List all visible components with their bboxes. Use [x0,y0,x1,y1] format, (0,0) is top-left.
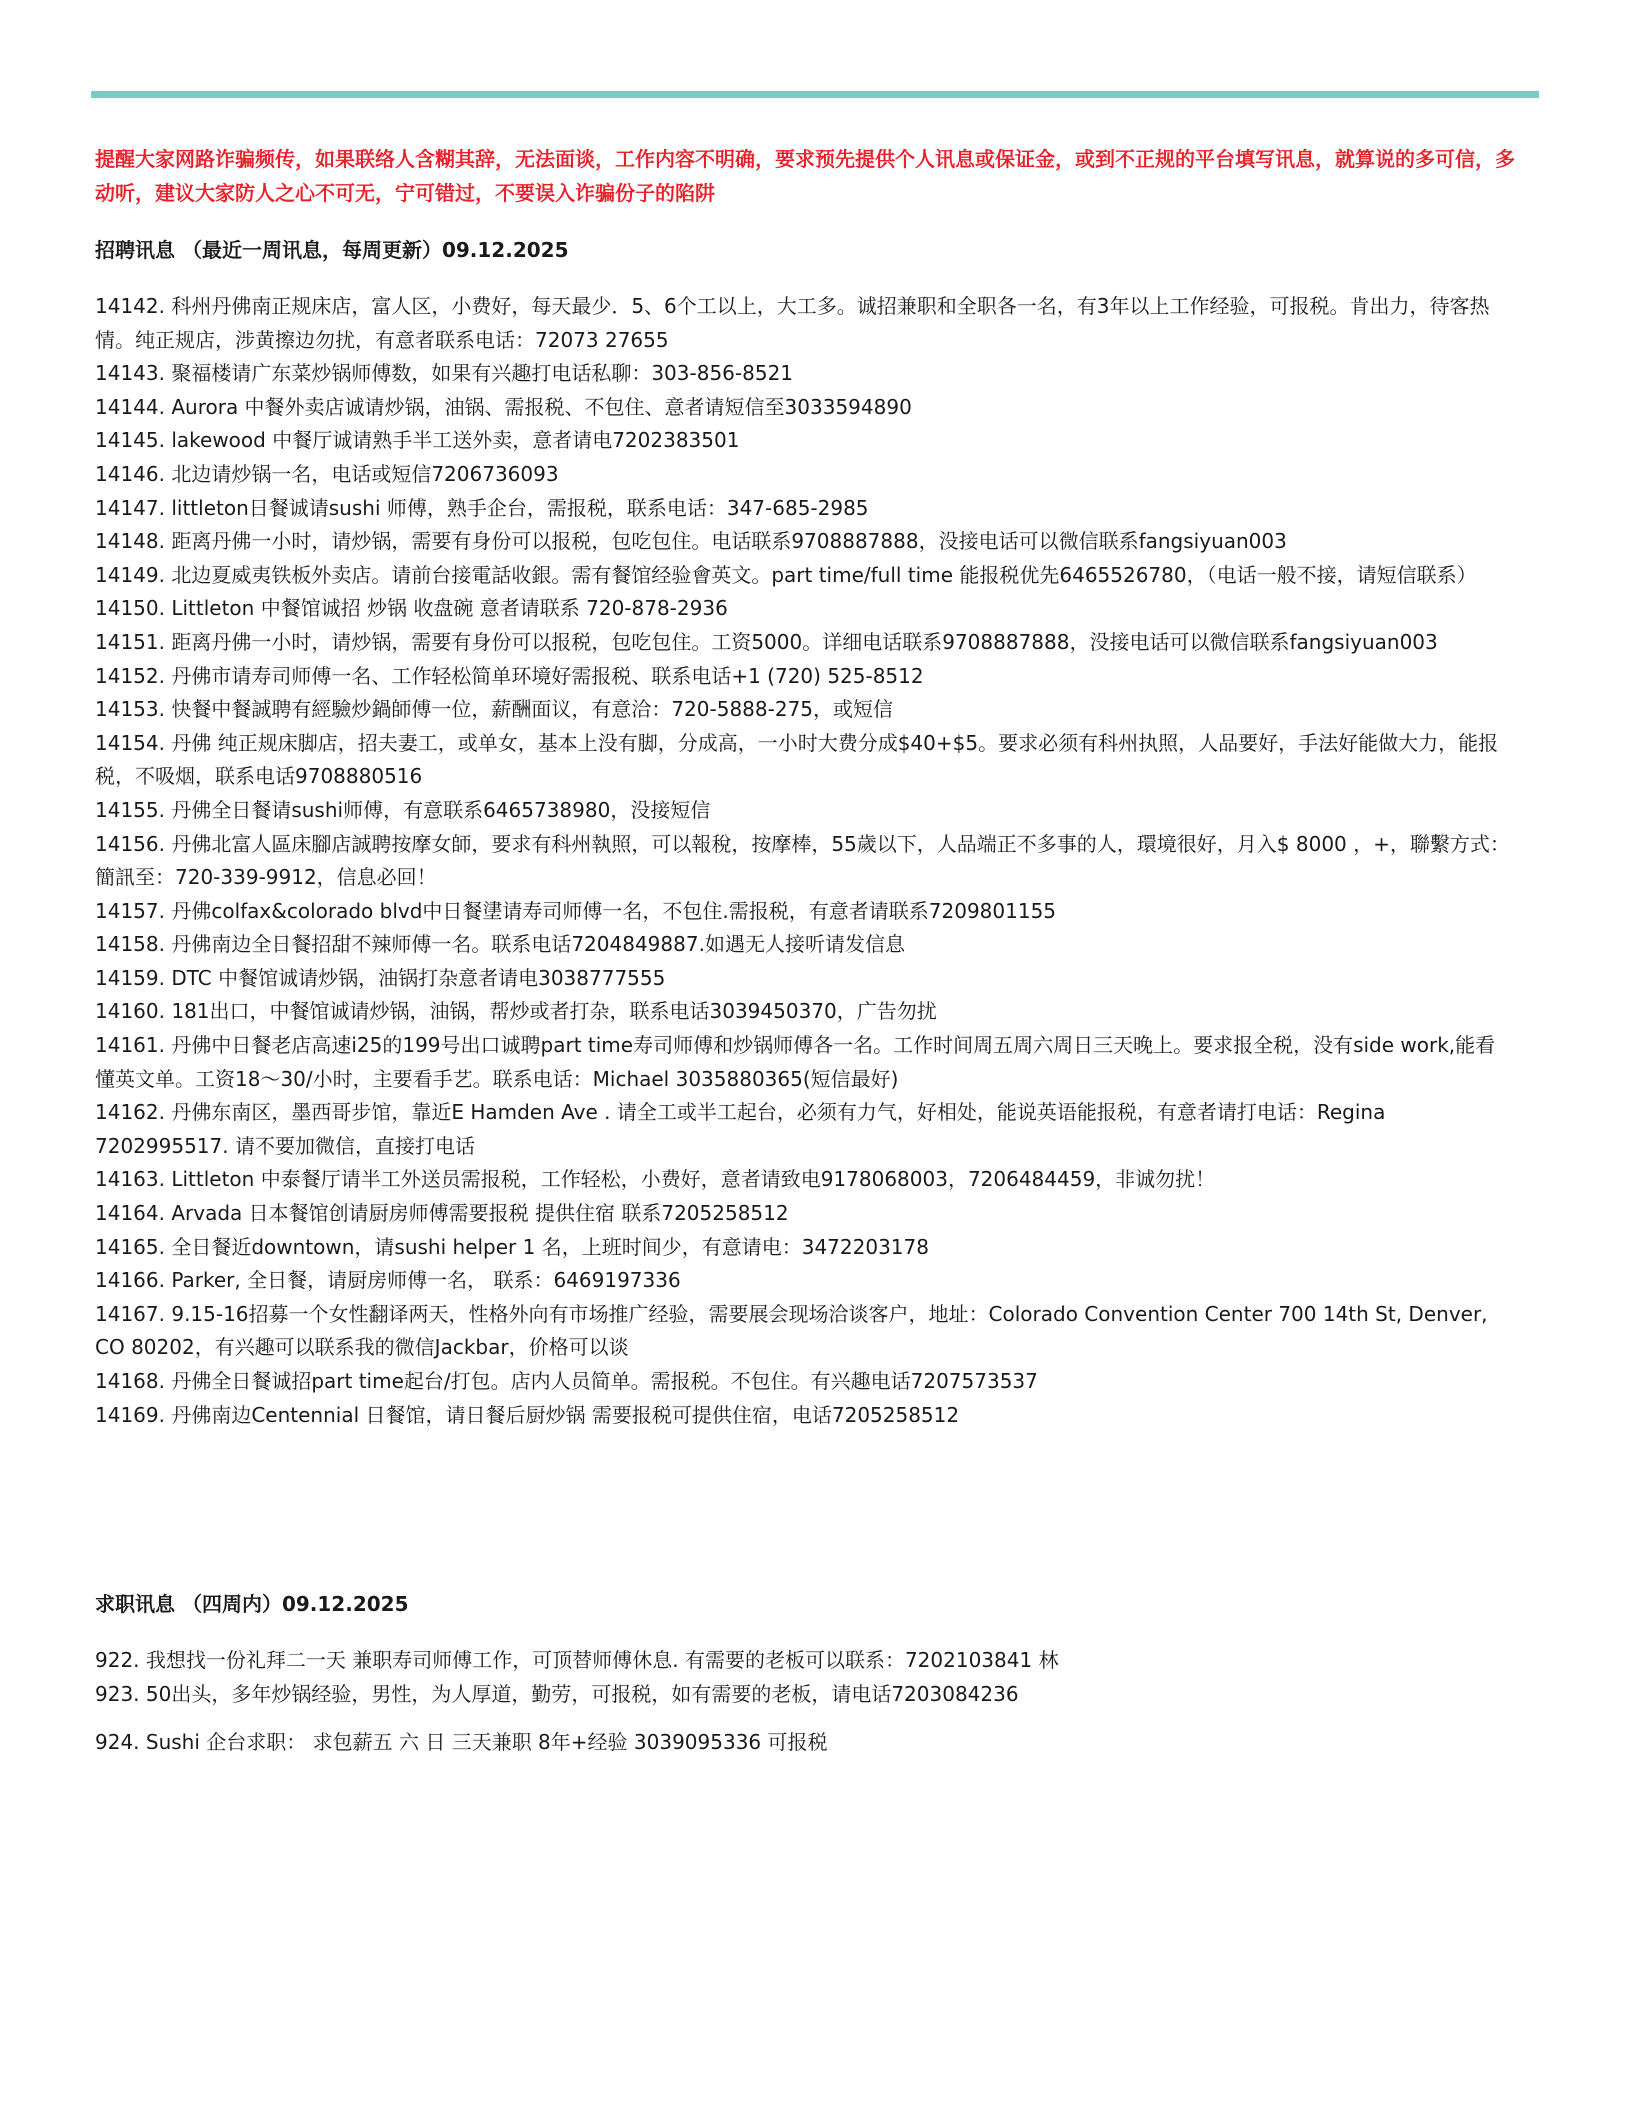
job-listing-14165: 14165. 全日餐近downtown，请sushi helper 1 名，上班时间少，有意请电：3472203178 [95,1234,929,1259]
job-listing-14153: 14153. 快餐中餐誠聘有經驗炒鍋師傅一位，薪酬面议，有意洽：720-5888-275，或短信 [95,697,894,722]
job-listing-14154: 14154. 丹佛 纯正规床脚店，招夫妻工，或单女，基本上没有脚，分成高，一小时大费分成$40+$5。要求必须有科州执照，人品要好，手法好能做大力，能报税，不吸烟，联系电话9708880516 [95,730,1499,789]
job-listing-14143: 14143. 聚福楼请广东菜炒锅师傅数，如果有兴趣打电话私聊：303-856-8521 [95,361,794,386]
job-listing-14163: 14163. Littleton 中泰餐厅请半工外送员需报税，工作轻松，小费好，意者请致电9178068003，7206484459，非诚勿扰！ [95,1167,1216,1192]
job-listing-14152: 14152. 丹佛市请寿司师傅一名、工作轻松简单环境好需报税、联系电话+1 (720) 525-8512 [95,663,924,688]
job-listing-14167: 14167. 9.15-16招募一个女性翻译两天，性格外向有市场推广经验，需要展会现场洽谈客户，地址：Colorado Convention Center 700 14th St, Denver, CO 80202，有兴趣可以联系我的微信Jackbar，价格可以谈 [95,1301,1488,1360]
job-listing-14157: 14157. 丹佛colfax&colorado blvd中日餐堻请寿司师傅一名，不包住.需报税，有意者请联系7209801155 [95,898,1057,923]
job-listing-14158: 14158. 丹佛南边全日餐招甜不辣师傅一名。联系电话7204849887.如遇无人接听请发信息 [95,932,905,957]
job-listing-14149: 14149. 北边夏威夷铁板外卖店。请前台接電話收銀。需有餐馆经验會英文。part time/full time 能报税优先6465526780，（电话一般不接，请短信联系） [95,562,1477,587]
seeking-listing-922: 922. 我想找一份礼拜二一天 兼职寿司师傅工作，可顶替师傅休息. 有需要的老板可以联系：7202103841 林 [95,1648,1059,1672]
job-listing-14148: 14148. 距离丹佛一小时，请炒锅，需要有身份可以报税，包吃包住。电话联系9708887888，没接电话可以微信联系fangsiyuan003 [95,529,1287,554]
job-listing-14145: 14145. lakewood 中餐厅诚请熟手半工送外卖，意者请电7202383501 [95,428,740,453]
job-listing-14156: 14156. 丹佛北富人區床腳店誠聘按摩女師，要求有科州執照，可以報稅，按摩棒，55歲以下，人品端正不多事的人，環境很好，月入$ 8000 ，+，聯繫方式：簡訊至：720-339-9912，信息必回！ [95,831,1510,890]
job-listing-14159: 14159. DTC 中餐馆诚请炒锅，油锅打杂意者请电3038777555 [95,965,666,990]
job-listing-14160: 14160. 181出口，中餐馆诚请炒锅，油锅，帮炒或者打杂，联系电话3039450370，广告勿扰 [95,999,937,1024]
job-listing-14155: 14155. 丹佛全日餐请sushi师傅，有意联系6465738980，没接短信 [95,797,711,822]
job-listing-14142: 14142. 科州丹佛南正规床店，富人区，小费好，每天最少．5、6个工以上，大工多。诚招兼职和全职各一名，有3年以上工作经验，可报税。肯出力，待客热情。纯正规店，涉黄擦边勿扰，有意者联系电话：72073 27655 [95,294,1490,352]
job-listing-14146: 14146. 北边请炒锅一名，电话或短信7206736093 [95,461,559,486]
seeking-list [95,1644,1515,1760]
job-listing-14164: 14164. Arvada 日本餐馆创请厨房师傅需要报税 提供住宿 联系7205258512 [95,1201,789,1226]
job-listing-14169: 14169. 丹佛南边Centennial 日餐馆，请日餐后厨炒锅 需要报税可提供住宿，电话7205258512 [95,1402,960,1427]
seeking-listing-924: 924. Sushi 企台求职： 求包薪五 六 日 三天兼职 8年+经验 3039095336 可报税 [95,1730,828,1755]
job-listing-14161: 14161. 丹佛中日餐老店高速i25的199号出口诚聘part time寿司师傅和炒锅师傅各一名。工作时间周五周六周日三天晚上。要求报全税，没有side work,能看懂英文单。工资18～30/小时，主要看手艺。联系电话：Michael 3035880365(短信最好) [95,1033,1496,1091]
job-listing-14147: 14147. littleton日餐诚请sushi 师傅，熟手企台，需报税，联系电话：347-685-2985 [95,495,869,520]
seeking-section-heading: 求职讯息 （四周内）09.12.2025 [95,1592,409,1616]
job-listing-14168: 14168. 丹佛全日餐诚招part time起台/打包。店内人员简单。需报税。不包住。有兴趣电话7207573537 [95,1369,1038,1393]
top-divider [91,91,1539,98]
job-listing-14144: 14144. Aurora 中餐外卖店诚请炒锅，油锅、需报税、不包住、意者请短信至3033594890 [95,394,912,419]
job-listing-14150: 14150. Littleton 中餐馆诚招 炒锅 收盘碗 意者请联系 720-878-2936 [95,596,728,621]
fraud-warning: 提醒大家网路诈骗频传，如果联络人含糊其辞，无法面谈，工作内容不明确，要求预先提供个人讯息或保证金，或到不正规的平台填写讯息，就算说的多可信，多动听，建议大家防人之心不可无，宁可错过，不要误入诈骗份子的陷阱 [95,147,1515,205]
job-listing-14151: 14151. 距离丹佛一小时，请炒锅，需要有身份可以报税，包吃包住。工资5000。详细电话联系9708887888，没接电话可以微信联系fangsiyuan003 [95,629,1438,654]
job-listing-14162: 14162. 丹佛东南区，墨西哥步馆，靠近E Hamden Ave . 请全工或半工起台，必须有力气，好相处，能说英语能报税，有意者请打电话：Regina 7202995517. 请不要加微信，直接打电话 [95,1100,1386,1158]
jobs-list [95,290,1515,1432]
job-listing-14166: 14166. Parker, 全日餐，请厨房师傅一名， 联系：6469197336 [95,1268,681,1293]
seeking-listing-923: 923. 50出头，多年炒锅经验，男性，为人厚道，勤劳，可报税，如有需要的老板，请电话7203084236 [95,1681,1019,1706]
jobs-section-heading: 招聘讯息 （最近一周讯息，每周更新）09.12.2025 [95,238,569,262]
